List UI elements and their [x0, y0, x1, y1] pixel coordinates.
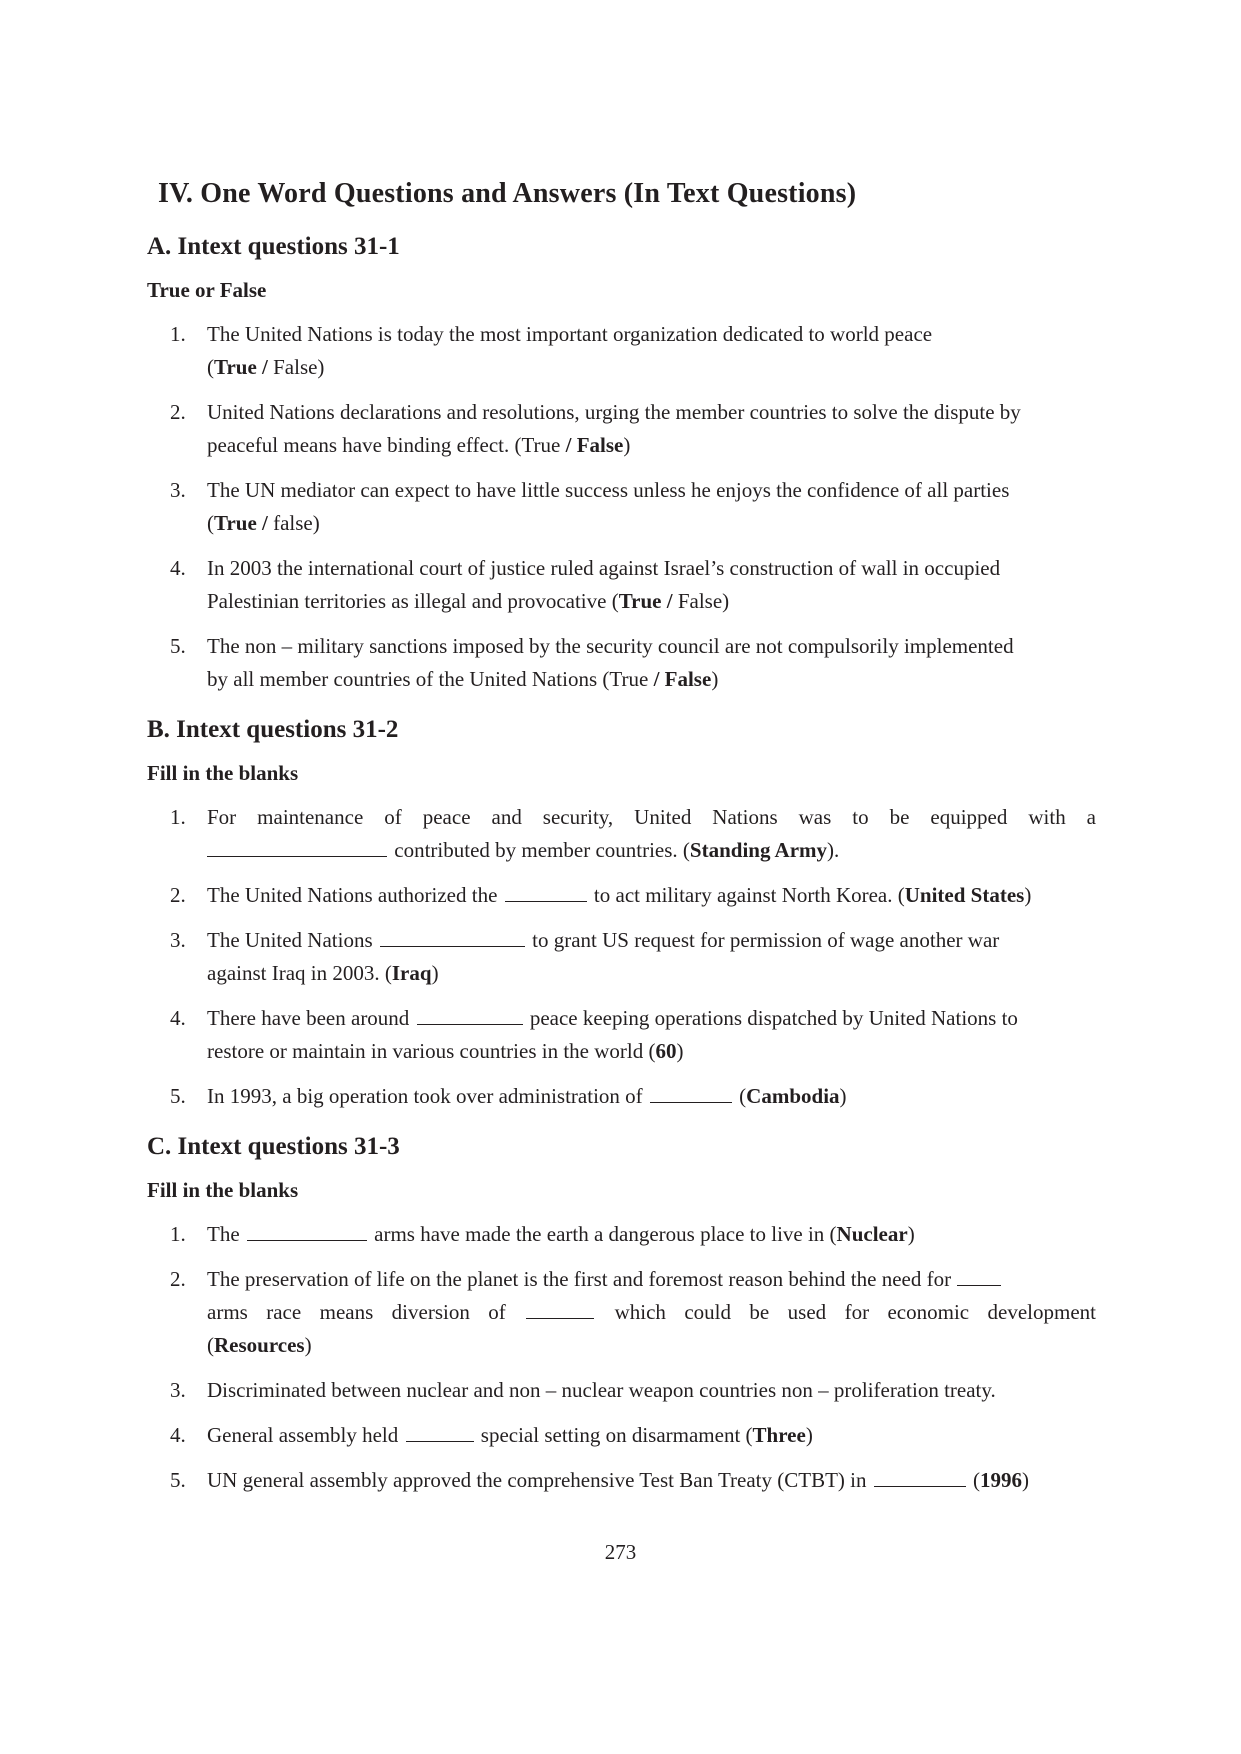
question-number: 5.: [170, 1468, 186, 1492]
question-number: 1.: [170, 805, 186, 829]
question-text: which could be used for economic development: [596, 1300, 1097, 1324]
answer-blank: [505, 883, 587, 902]
question-text: contributed by member countries. (: [389, 838, 690, 862]
answer: True /: [214, 511, 268, 535]
question-text: ): [839, 1084, 847, 1108]
question-item: [170, 318, 1096, 384]
question-number: 3.: [170, 1378, 186, 1402]
question-text: restore or maintain in various countries in the world (: [207, 1039, 656, 1063]
question-text: (: [207, 1333, 214, 1357]
question-text: Discriminated between nuclear and non – nuclear weapon countries non – proliferation treaty.: [207, 1378, 996, 1402]
question-text: False): [672, 589, 730, 613]
answer-blank: [526, 1300, 594, 1319]
question-text: Palestinian territories as illegal and provocative (: [207, 589, 619, 613]
answer: United States: [904, 883, 1025, 907]
question-item: [170, 1263, 1096, 1362]
question-text: The United Nations authorized the: [207, 883, 503, 907]
section-c-subheading: Fill in the blanks: [147, 1178, 299, 1202]
section-a-subheading: True or False: [147, 278, 267, 302]
question-number: 2.: [170, 883, 186, 907]
main-heading: IV. One Word Questions and Answers (In Text Questions): [158, 178, 857, 209]
question-text: The United Nations is today the most important organization dedicated to world peace: [207, 322, 933, 346]
answer: Iraq: [391, 961, 432, 985]
question-text: special setting on disarmament (: [475, 1423, 753, 1447]
question-text: ): [1024, 883, 1032, 907]
question-text: peaceful means have binding effect. (True: [207, 433, 566, 457]
question-number: 1.: [170, 322, 186, 346]
question-text: ): [711, 667, 719, 691]
question-text: arms race means diversion of: [207, 1300, 525, 1324]
section-b-heading: B. Intext questions 31-2: [147, 716, 399, 743]
question-item: [170, 1464, 1096, 1497]
answer: Nuclear: [836, 1222, 908, 1246]
question-number: 5.: [170, 634, 186, 658]
question-text: by all member countries of the United Nations (True: [207, 667, 654, 691]
question-number: 3.: [170, 928, 186, 952]
question-number: 4.: [170, 1423, 186, 1447]
question-text: In 2003 the international court of justice ruled against Israel’s construction of wall in occupied: [207, 556, 1001, 580]
answer: Standing Army: [689, 838, 828, 862]
answer: Three: [752, 1423, 806, 1447]
question-text: False): [267, 355, 325, 379]
question-item: [170, 879, 1096, 912]
question-text: The preservation of life on the planet is the first and foremost reason behind the need for: [207, 1267, 952, 1291]
question-item: [170, 474, 1096, 540]
question-item: [170, 1080, 1096, 1113]
question-text: (: [967, 1468, 980, 1492]
question-text: to act military against North Korea. (: [588, 883, 905, 907]
answer-blank: [380, 928, 525, 947]
answer-blank: [874, 1468, 966, 1487]
question-text: The United Nations: [207, 928, 378, 952]
question-text: The non – military sanctions imposed by the security council are not compulsorily implemented: [207, 634, 1014, 658]
question-number: 2.: [170, 400, 186, 424]
question-text: ): [805, 1423, 813, 1447]
question-text: peace keeping operations dispatched by United Nations to: [524, 1006, 1018, 1030]
question-text: ): [431, 961, 439, 985]
answer-blank: [247, 1222, 367, 1241]
question-item: [170, 1419, 1096, 1452]
question-number: 3.: [170, 478, 186, 502]
answer: 1996: [980, 1468, 1022, 1492]
question-item: [170, 630, 1096, 696]
answer-blank: [417, 1006, 523, 1025]
answer-blank: [207, 838, 387, 857]
answer: / False: [565, 433, 624, 457]
question-item: [170, 1002, 1096, 1068]
question-number: 1.: [170, 1222, 186, 1246]
question-text: ).: [827, 838, 840, 862]
answer: Resources: [214, 1333, 305, 1357]
question-text: The: [207, 1222, 245, 1246]
question-number: 4.: [170, 1006, 186, 1030]
answer-blank: [406, 1423, 474, 1442]
question-text: ): [676, 1039, 684, 1063]
question-number: 5.: [170, 1084, 186, 1108]
question-text: (: [207, 355, 214, 379]
section-a-heading: A. Intext questions 31-1: [147, 233, 400, 260]
answer: 60: [655, 1039, 677, 1063]
answer: True /: [618, 589, 673, 613]
question-text: ): [304, 1333, 312, 1357]
answer-blank: [957, 1267, 1001, 1286]
question-text: against Iraq in 2003. (: [207, 961, 392, 985]
question-text: There have been around: [207, 1006, 415, 1030]
section-c-heading: C. Intext questions 31-3: [147, 1133, 400, 1160]
question-item: [170, 552, 1096, 618]
question-text: arms have made the earth a dangerous place to live in (: [368, 1222, 837, 1246]
question-text: The UN mediator can expect to have little success unless he enjoys the confidence of all parties: [207, 478, 1010, 502]
question-item: [170, 1374, 1096, 1407]
question-text: (: [733, 1084, 747, 1108]
question-text: General assembly held: [207, 1423, 404, 1447]
section-b-subheading: Fill in the blanks: [147, 761, 299, 785]
question-number: 2.: [170, 1267, 186, 1291]
answer: / False: [653, 667, 712, 691]
question-item: [170, 924, 1096, 990]
answer: Cambodia: [746, 1084, 840, 1108]
question-text: For maintenance of peace and security, United Nations was to be equipped with a: [207, 805, 1096, 829]
page-number: 273: [604, 1540, 637, 1564]
question-text: (: [207, 511, 214, 535]
question-text: ): [907, 1222, 915, 1246]
question-text: ): [1022, 1468, 1029, 1492]
question-number: 4.: [170, 556, 186, 580]
question-text: false): [267, 511, 320, 535]
question-item: [170, 801, 1096, 867]
question-item: [170, 1218, 1096, 1251]
question-text: to grant US request for permission of wage another war: [526, 928, 1000, 952]
question-item: [170, 396, 1096, 462]
question-text: United Nations declarations and resolutions, urging the member countries to solve the dispute by: [207, 400, 1021, 424]
question-text: UN general assembly approved the comprehensive Test Ban Treaty (CTBT) in: [207, 1468, 872, 1492]
answer: True /: [214, 355, 268, 379]
question-text: In 1993, a big operation took over administration of: [207, 1084, 648, 1108]
answer-blank: [650, 1084, 732, 1103]
question-text: ): [623, 433, 631, 457]
